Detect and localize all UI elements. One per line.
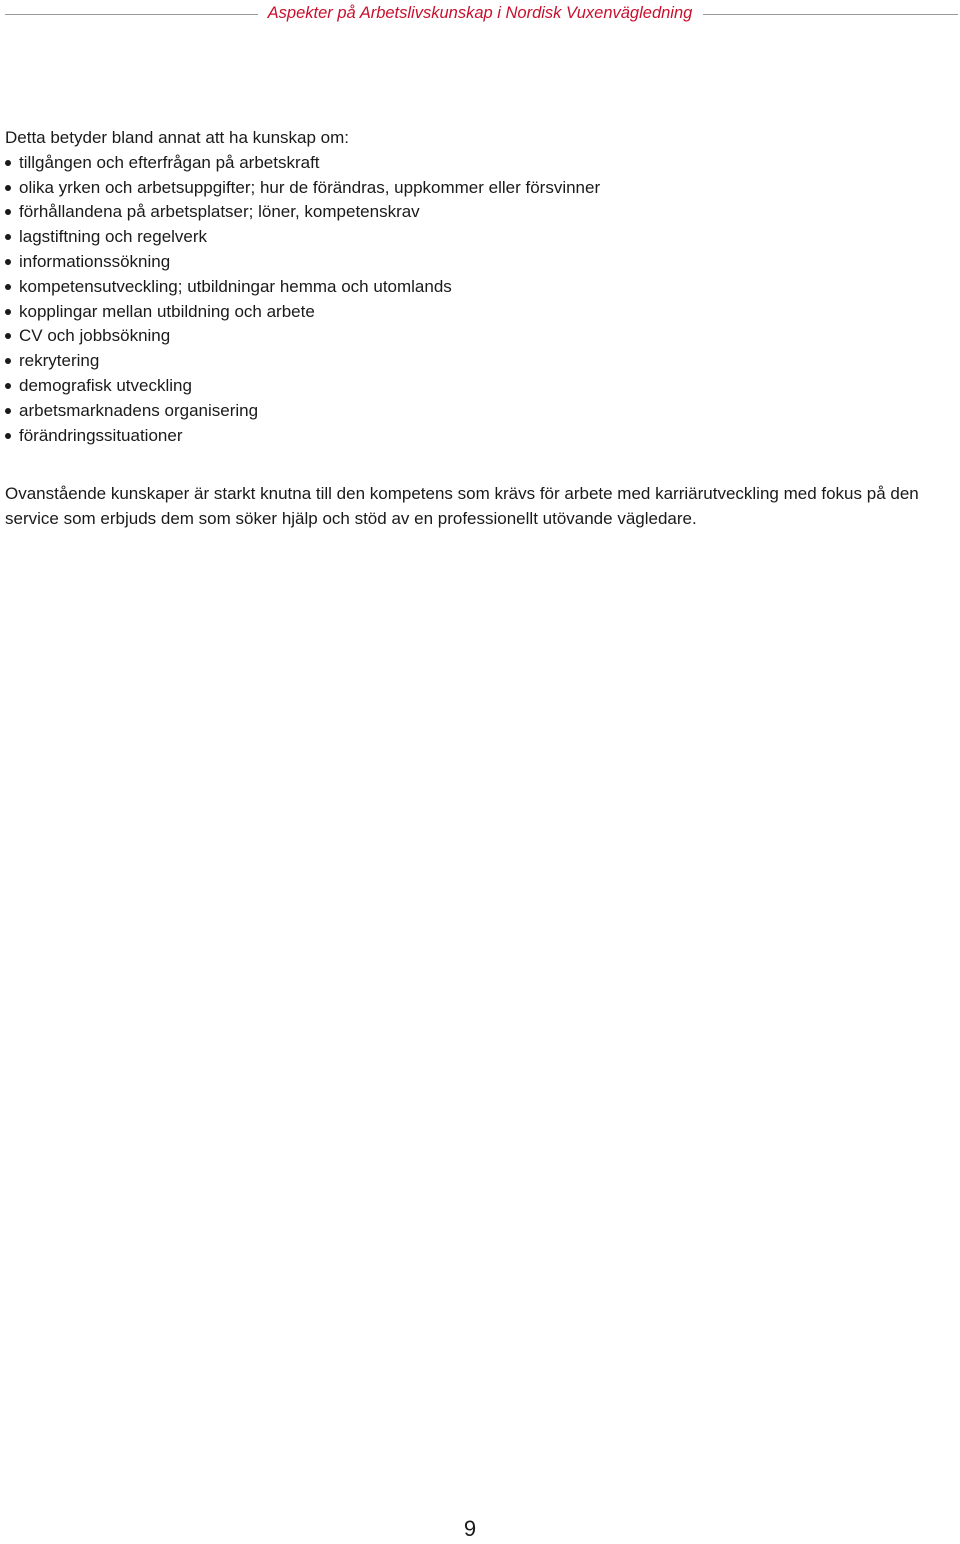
header-rule-left (5, 14, 258, 15)
bullet-icon (5, 185, 11, 191)
list-item (5, 200, 955, 225)
bullet-icon (5, 209, 11, 215)
list-item (5, 151, 955, 176)
bullet-icon (5, 383, 11, 389)
list-item-text: demografisk utveckling (19, 375, 192, 395)
list-item (5, 324, 955, 349)
list-item (5, 225, 955, 250)
bullet-icon (5, 309, 11, 315)
list-item-text: lagstiftning och regelverk (19, 227, 208, 247)
summary-paragraph: Ovanstående kunskaper är starkt knutna till den kompetens som krävs för arbete med karriärutveckling med fokus på den service som erbjuds dem som söker hjälp och stöd av en professionellt utövande vägledare. (5, 484, 919, 529)
bullet-icon (5, 259, 11, 265)
list-item (5, 275, 955, 300)
list-item-text: förhållandena på arbetsplatser; löner, kompetenskrav (19, 202, 420, 222)
list-item (5, 399, 955, 424)
intro-text: Detta betyder bland annat att ha kunskap om: (5, 128, 350, 147)
bullet-icon (5, 284, 11, 290)
list-item-text: förändringssituationer (19, 425, 183, 445)
list-item-text: kompetensutveckling; utbildningar hemma och utomlands (19, 276, 452, 296)
header-rule-right (703, 14, 958, 15)
list-item (5, 374, 955, 399)
bullet-icon (5, 433, 11, 439)
list-item-text: rekrytering (19, 351, 100, 371)
list-item (5, 300, 955, 325)
bullet-icon (5, 160, 11, 166)
header-title: Aspekter på Arbetslivskunskap i Nordisk Vuxenvägledning (267, 4, 693, 22)
list-item-text: olika yrken och arbetsuppgifter; hur de förändras, uppkommer eller försvinner (19, 177, 601, 197)
bullet-icon (5, 408, 11, 414)
list-item-text: tillgången och efterfrågan på arbetskraft (19, 152, 320, 172)
list-item (5, 424, 955, 449)
main-content (5, 126, 955, 532)
bullet-icon (5, 234, 11, 240)
list-item-text: arbetsmarknadens organisering (19, 400, 259, 420)
bullet-icon (5, 358, 11, 364)
list-item (5, 250, 955, 275)
knowledge-list (5, 151, 955, 449)
bullet-icon (5, 333, 11, 339)
list-item-text: CV och jobbsökning (19, 326, 171, 346)
page-number: 9 (463, 1516, 477, 1541)
page-header (0, 0, 960, 30)
list-item (5, 349, 955, 374)
list-item-text: informationssökning (19, 251, 171, 271)
list-item (5, 176, 955, 201)
list-item-text: kopplingar mellan utbildning och arbete (19, 301, 315, 321)
